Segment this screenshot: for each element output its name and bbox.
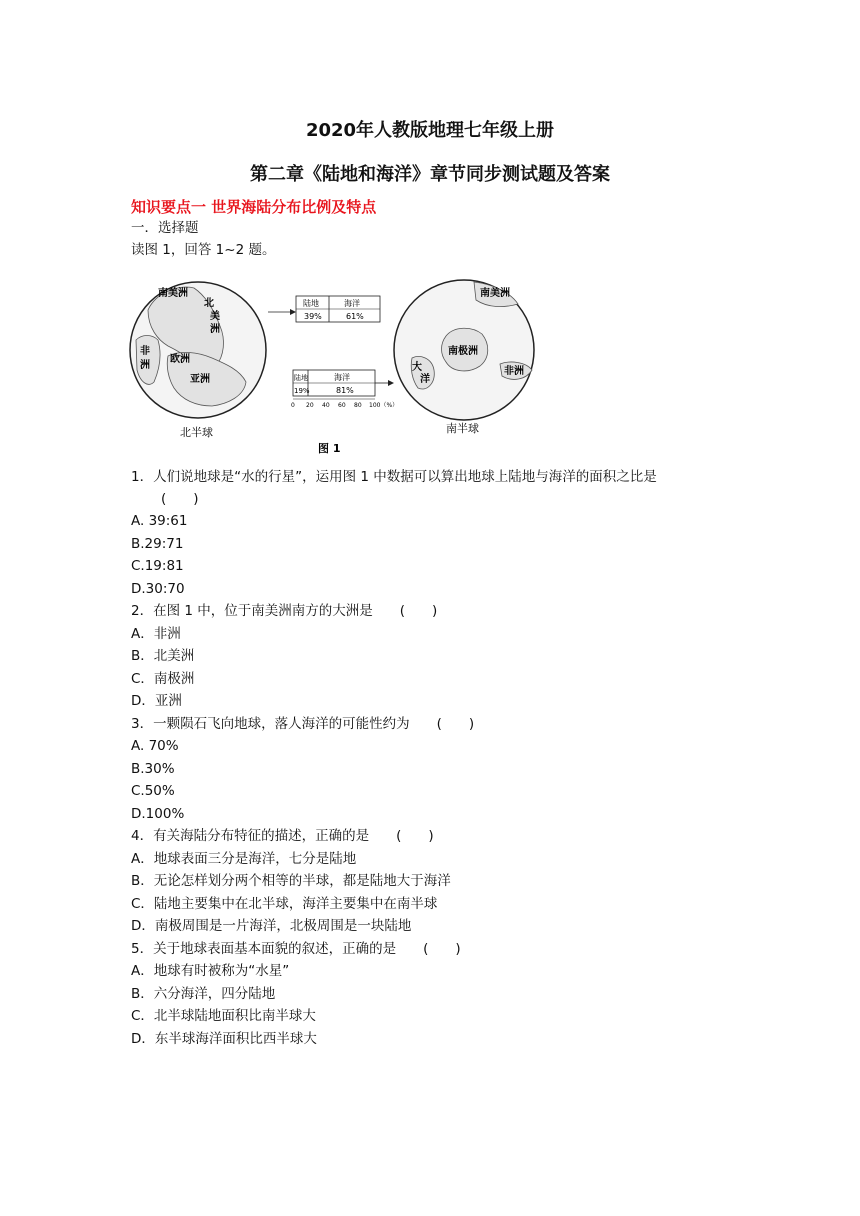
q4-option-a: A．地球表面三分是海洋，七分是陆地 [131,851,357,867]
scale-60: 60 [338,402,346,409]
label-antarctica: 南极洲 [448,346,478,357]
south-ocean-header: 海洋 [334,373,350,382]
label-north-1: 北 [204,298,214,309]
south-hemisphere-globe [394,280,534,435]
label-asia: 亚洲 [190,374,210,385]
q3-option-d: D.100% [131,806,185,822]
question-2-stem: 2．在图 1 中，位于南美洲南方的大洲是 ( ) [131,603,438,619]
question-3-stem: 3．一颗陨石飞向地球，落人海洋的可能性约为 ( ) [131,716,475,732]
q4-option-d: D．南极周围是一片海洋，北极周围是一块陆地 [131,918,412,934]
figure-1 [128,270,548,460]
label-africa-n2: 洲 [140,360,150,371]
q5-option-a: A．地球有时被称为“水星” [131,963,290,979]
north-land-value: 39% [304,312,322,321]
question-1-stem: 1．人们说地球是“水的行星”，运用图 1 中数据可以算出地球上陆地与海洋的面积之比是 [131,469,657,485]
label-africa-s: 非洲 [504,366,524,377]
label-north-3: 洲 [210,324,220,335]
q3-option-c: C.50% [131,783,175,799]
label-north-2: 美 [210,311,220,322]
q1-option-b: B.29:71 [131,536,184,552]
q3-option-a: A. 70% [131,738,179,754]
label-africa-n1: 非 [140,346,150,357]
south-land-value: 19% [294,387,310,395]
scale-0: 0 [291,402,295,409]
q4-option-c: C．陆地主要集中在北半球，海洋主要集中在南半球 [131,896,438,912]
north-table [268,296,380,322]
q1-option-d: D.30:70 [131,581,185,597]
scale-40: 40 [322,402,330,409]
south-land-header: 陆地 [294,374,308,382]
south-hemisphere-label: 南半球 [446,422,479,435]
north-land-header: 陆地 [303,299,319,308]
question-1-bracket: ( ) [161,491,199,507]
question-4-stem: 4．有关海陆分布特征的描述，正确的是 ( ) [131,828,434,844]
q5-option-d: D．东半球海洋面积比西半球大 [131,1031,317,1047]
label-europe: 欧洲 [170,354,190,365]
q1-option-c: C.19:81 [131,558,184,574]
document-subtitle: 第二章《陆地和海洋》章节同步测试题及答案 [250,164,610,185]
north-hemisphere-globe [130,282,266,439]
label-oceania-1: 大 [412,362,422,373]
q2-option-c: C．南极洲 [131,671,195,687]
north-hemisphere-label: 北半球 [180,426,213,439]
question-5-stem: 5．关于地球表面基本面貌的叙述，正确的是 ( ) [131,941,461,957]
scale-100: 100（%） [369,402,399,409]
section-heading: 知识要点一 世界海陆分布比例及特点 [131,198,377,216]
figure-intro: 读图 1，回答 1~2 题。 [131,242,276,258]
q3-option-b: B.30% [131,761,175,777]
hemisphere-figure [128,270,548,460]
part-heading: 一．选择题 [131,220,199,236]
north-ocean-value: 61% [346,312,364,321]
q1-option-a: A. 39:61 [131,513,188,529]
scale-20: 20 [306,402,314,409]
south-table [291,370,398,409]
north-ocean-header: 海洋 [344,299,360,308]
south-ocean-value: 81% [336,386,354,395]
scale-80: 80 [354,402,362,409]
q2-option-d: D．亚洲 [131,693,182,709]
label-oceania-2: 洋 [420,374,430,385]
q2-option-b: B．北美洲 [131,648,195,664]
q5-option-b: B．六分海洋，四分陆地 [131,986,276,1002]
document-title: 2020年人教版地理七年级上册 [305,120,555,141]
label-south-america-s: 南美洲 [480,288,510,299]
figure-caption: 图 1 [318,442,341,455]
q5-option-c: C．北半球陆地面积比南半球大 [131,1008,316,1024]
q4-option-b: B．无论怎样划分两个相等的半球，都是陆地大于海洋 [131,873,451,889]
q2-option-a: A．非洲 [131,626,181,642]
label-south-america-n: 南美洲 [158,288,188,299]
